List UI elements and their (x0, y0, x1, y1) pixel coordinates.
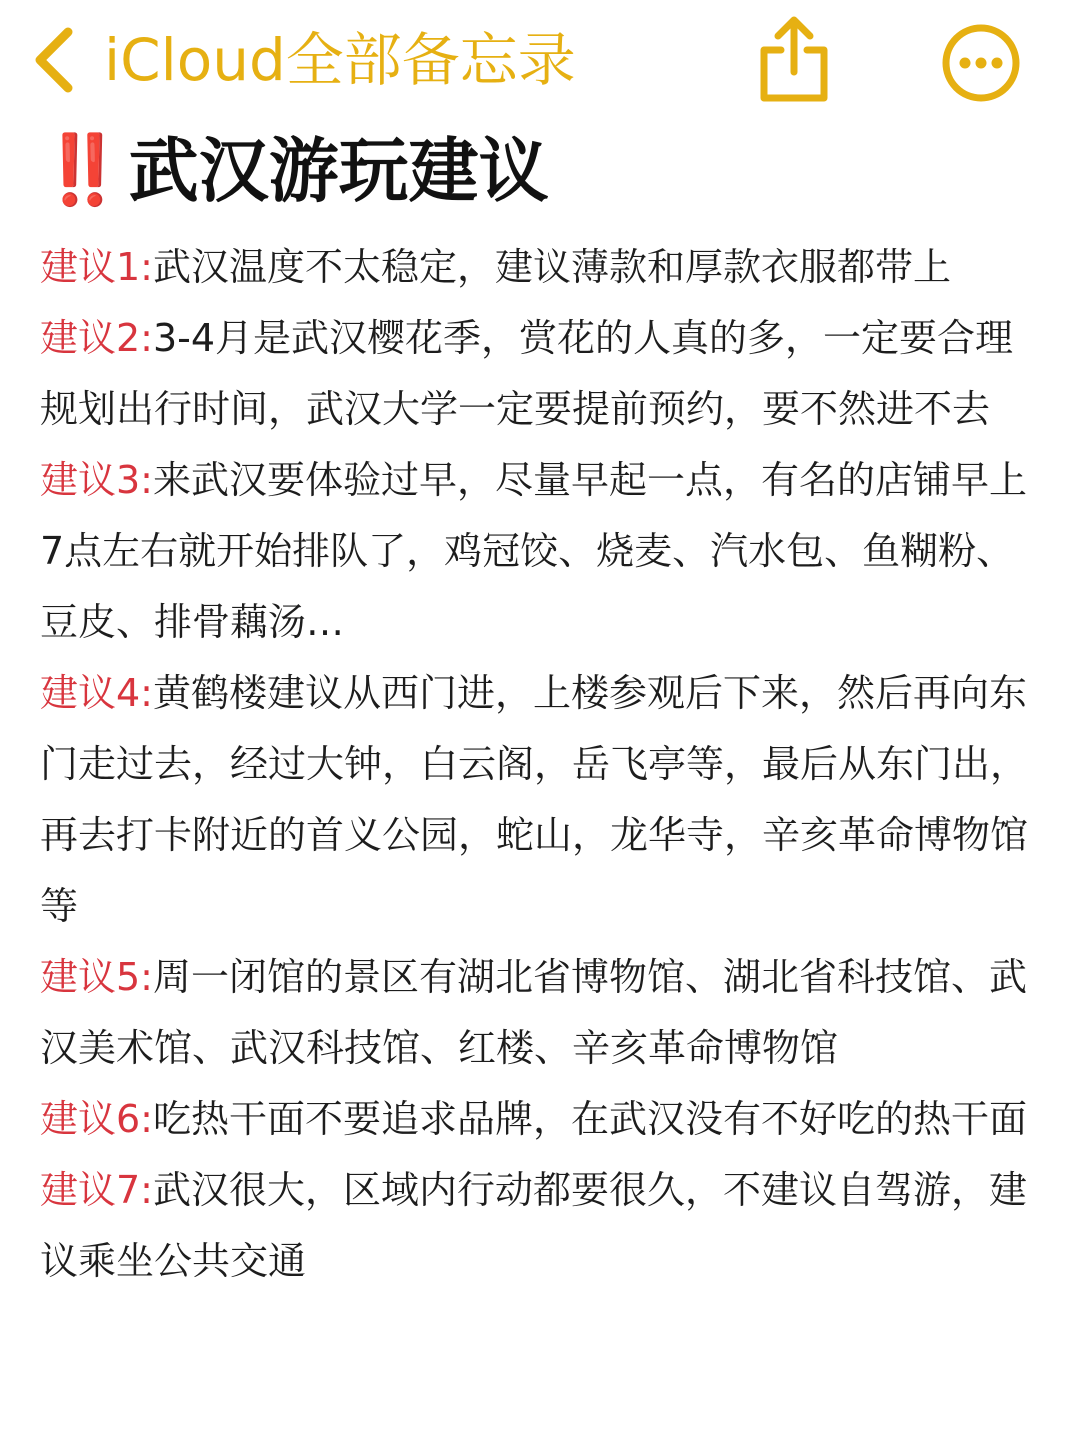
share-icon[interactable] (754, 14, 834, 104)
tip-label: 建议3: (40, 458, 153, 502)
tip-item-5 (40, 942, 1044, 1084)
chevron-left-icon (28, 24, 78, 96)
tip-item-7 (40, 1155, 1044, 1297)
tip-item-6 (40, 1084, 1044, 1155)
tip-item-4 (40, 658, 1044, 942)
double-exclamation-icon: ‼️ (40, 131, 111, 210)
tip-label: 建议7: (40, 1168, 153, 1212)
nav-bar (0, 0, 1080, 124)
tip-text: 黄鹤楼建议从西门进，上楼参观后下来，然后再向东门走过去，经过大钟，白云阁，岳飞亭等，最后从东门出，再去打卡附近的首义公园，蛇山，龙华寺，辛亥革命博物馆等 (40, 671, 1029, 928)
tip-item-2 (40, 303, 1044, 445)
tip-item-1 (40, 232, 1044, 303)
back-button[interactable] (28, 24, 576, 96)
tip-text: 来武汉要体验过早，尽量早起一点，有名的店铺早上7点左右就开始排队了，鸡冠饺、烧麦、汽水包、鱼糊粉、豆皮、排骨藕汤… (40, 458, 1027, 644)
note-title (40, 128, 549, 214)
tip-label: 建议2: (40, 316, 153, 360)
tip-label: 建议4: (40, 671, 153, 715)
tip-text: 周一闭馆的景区有湖北省博物馆、湖北省科技馆、武汉美术馆、武汉科技馆、红楼、辛亥革命博物馆 (40, 955, 1027, 1070)
more-icon[interactable] (940, 22, 1022, 104)
tip-label: 建议6: (40, 1097, 153, 1141)
tip-item-3 (40, 445, 1044, 658)
note-body (40, 232, 1044, 1297)
tip-text: 3-4月是武汉樱花季，赏花的人真的多，一定要合理规划出行时间，武汉大学一定要提前预约，要不然进不去 (40, 316, 1014, 431)
tip-text: 武汉温度不太稳定，建议薄款和厚款衣服都带上 (152, 245, 951, 289)
tip-text: 武汉很大，区域内行动都要很久，不建议自驾游，建议乘坐公共交通 (40, 1168, 1027, 1283)
tip-label: 建议5: (40, 955, 153, 999)
tip-label: 建议1: (40, 245, 153, 289)
back-label: iCloud全部备忘录 (104, 26, 576, 94)
tip-text: 吃热干面不要追求品牌，在武汉没有不好吃的热干面 (152, 1097, 1027, 1141)
note-title-text: 武汉游玩建议 (128, 130, 549, 212)
